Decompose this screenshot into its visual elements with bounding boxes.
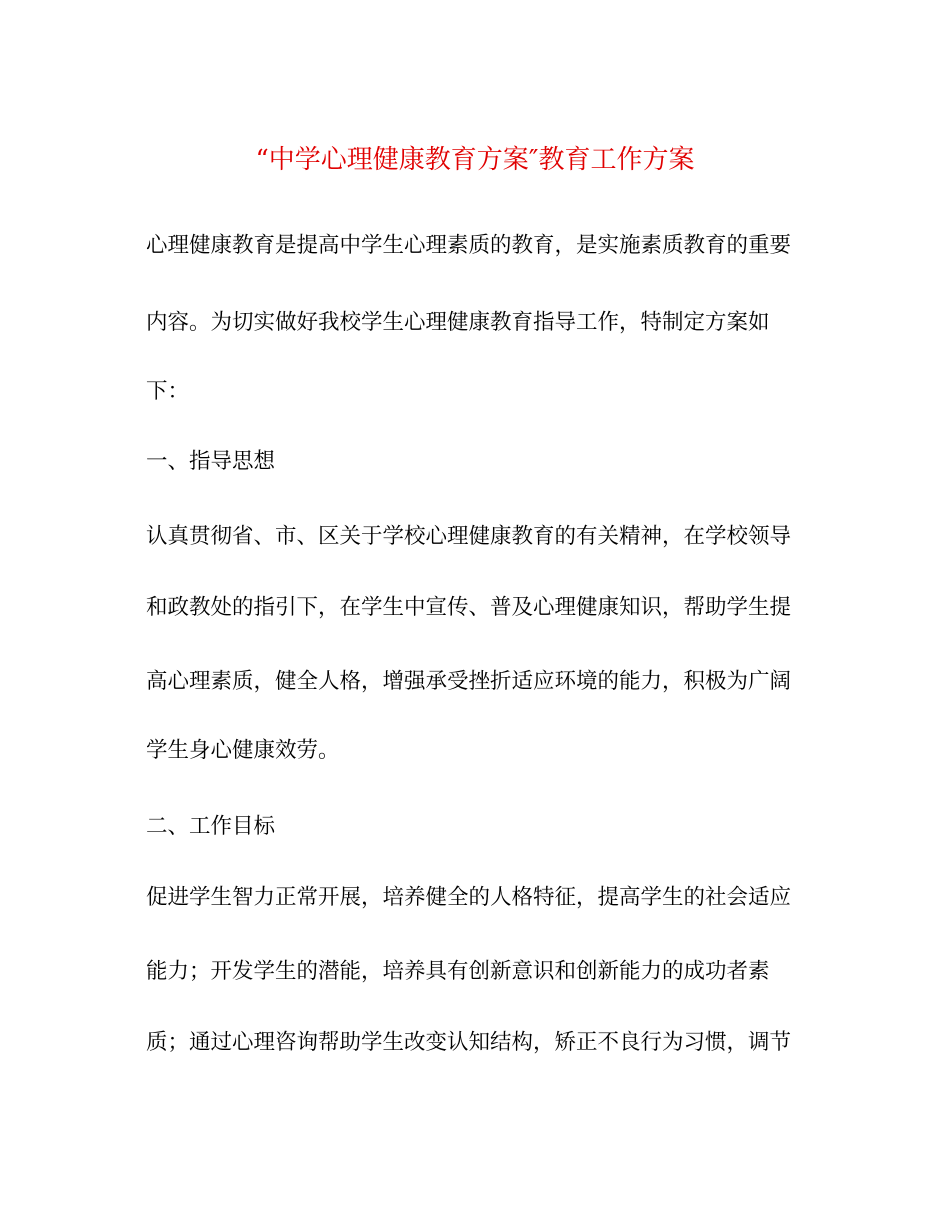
body-line-goals-3: 质；通过心理咨询帮助学生改变认知结构，矫正不良行为习惯，调节 <box>146 1030 792 1055</box>
document-title: “中学心理健康教育方案″教育工作方案 <box>255 145 695 175</box>
section-heading-guiding-ideology: 一、指导思想 <box>146 449 276 474</box>
body-line-intro-3: 下： <box>146 379 190 404</box>
body-line-ideology-1: 认真贯彻省、市、区关于学校心理健康教育的有关精神，在学校领导 <box>146 524 792 549</box>
body-line-intro-1: 心理健康教育是提高中学生心理素质的教育，是实施素质教育的重要 <box>146 233 792 258</box>
body-line-intro-2: 内容。为切实做好我校学生心理健康教育指导工作，特制定方案如 <box>146 310 770 335</box>
body-line-ideology-2: 和政教处的指引下，在学生中宣传、普及心理健康知识，帮助学生提 <box>146 595 792 620</box>
body-line-goals-2: 能力；开发学生的潜能，培养具有创新意识和创新能力的成功者素 <box>146 959 770 984</box>
body-line-goals-1: 促进学生智力正常开展，培养健全的人格特征，提高学生的社会适应 <box>146 885 792 910</box>
section-heading-work-goals: 二、工作目标 <box>146 814 276 839</box>
body-line-ideology-4: 学生身心健康效劳。 <box>146 738 340 763</box>
body-line-ideology-3: 高心理素质，健全人格，增强承受挫折适应环境的能力，积极为广阔 <box>146 669 792 694</box>
